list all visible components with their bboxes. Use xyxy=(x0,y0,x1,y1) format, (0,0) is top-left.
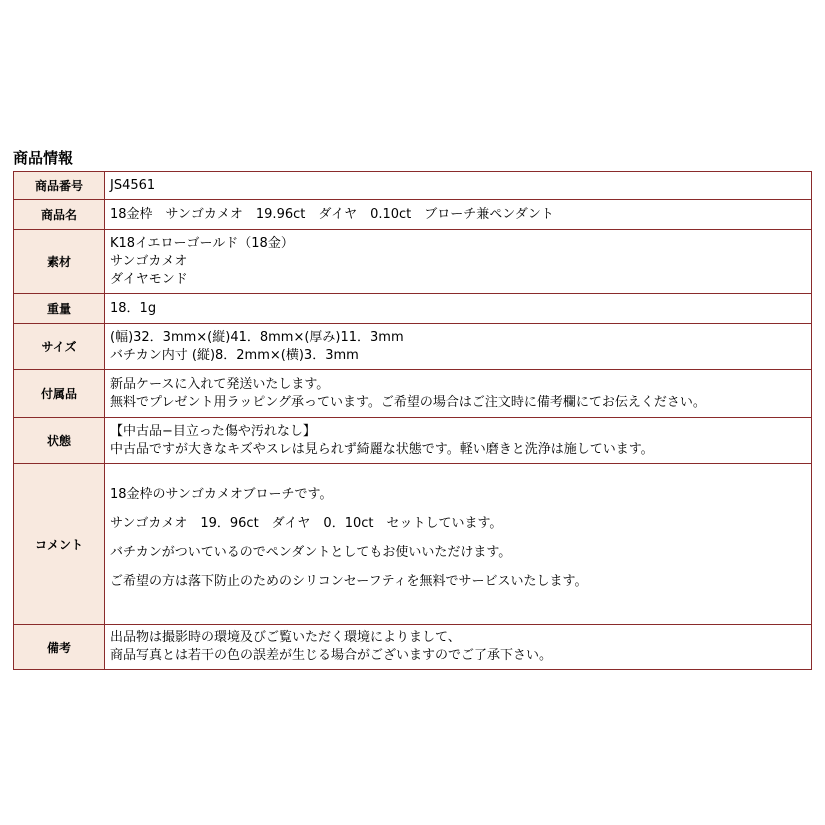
value-product-name xyxy=(105,200,812,230)
product-number-text: JS4561 xyxy=(110,177,156,193)
row-condition xyxy=(14,418,812,464)
size-line: (幅)32．3mm×(縦)41．8mm×(厚み)11．3mm xyxy=(110,329,404,345)
weight-text: 18．1g xyxy=(110,300,157,316)
comment-line: バチカンがついているのでペンダントとしてもお使いいただけます。 xyxy=(110,545,512,560)
value-product-number xyxy=(105,172,812,200)
row-size xyxy=(14,324,812,370)
value-size xyxy=(105,324,812,370)
product-name-text: 18金枠 サンゴカメオ 19.96ct ダイヤ 0.10ct ブローチ兼ペンダント xyxy=(110,206,554,222)
label-condition: 状態 xyxy=(14,418,105,464)
accessory-line: 新品ケースに入れて発送いたします。 xyxy=(110,376,330,392)
material-line: K18イエローゴールド（18金） xyxy=(110,235,294,251)
value-material xyxy=(105,230,812,294)
size-line: バチカン内寸 (縦)8．2mm×(横)3．3mm xyxy=(110,347,359,363)
condition-line: 【中古品−目立った傷や汚れなし】 xyxy=(110,423,316,439)
product-info-table xyxy=(13,171,812,670)
section-title: 商品情報 xyxy=(13,149,74,167)
value-notes xyxy=(105,625,812,670)
row-product-number xyxy=(14,172,812,200)
label-material: 素材 xyxy=(14,230,105,294)
label-notes: 備考 xyxy=(14,625,105,670)
value-condition xyxy=(105,418,812,464)
row-notes xyxy=(14,625,812,670)
comment-line: 18金枠のサンゴカメオブローチです。 xyxy=(110,487,333,502)
material-line: サンゴカメオ xyxy=(110,253,188,269)
value-accessories xyxy=(105,370,812,418)
row-weight xyxy=(14,294,812,324)
label-product-number: 商品番号 xyxy=(14,172,105,200)
comment-line: サンゴカメオ 19．96ct ダイヤ 0．10ct セットしています。 xyxy=(110,516,503,531)
value-weight xyxy=(105,294,812,324)
comment-line: ご希望の方は落下防止のためのシリコンセーフティを無料でサービスいたします。 xyxy=(110,574,588,589)
note-line: 出品物は撮影時の環境及びご覧いただく環境によりまして、 xyxy=(110,630,461,645)
label-comment: コメント xyxy=(14,464,105,625)
label-weight: 重量 xyxy=(14,294,105,324)
label-accessories: 付属品 xyxy=(14,370,105,418)
label-size: サイズ xyxy=(14,324,105,370)
label-product-name: 商品名 xyxy=(14,200,105,230)
note-line: 商品写真とは若干の色の誤差が生じる場合がございますのでご了承下さい。 xyxy=(110,648,553,663)
material-line: ダイヤモンド xyxy=(110,271,188,287)
row-product-name xyxy=(14,200,812,230)
accessory-line: 無料でプレゼント用ラッピング承っています。ご希望の場合はご注文時に備考欄にてお伝えください。 xyxy=(110,394,706,410)
row-material xyxy=(14,230,812,294)
value-comment xyxy=(105,464,812,625)
row-accessories xyxy=(14,370,812,418)
condition-line: 中古品ですが大きなキズやスレは見られず綺麗な状態です。軽い磨きと洗浄は施しています。 xyxy=(110,441,654,457)
row-comment xyxy=(14,464,812,625)
